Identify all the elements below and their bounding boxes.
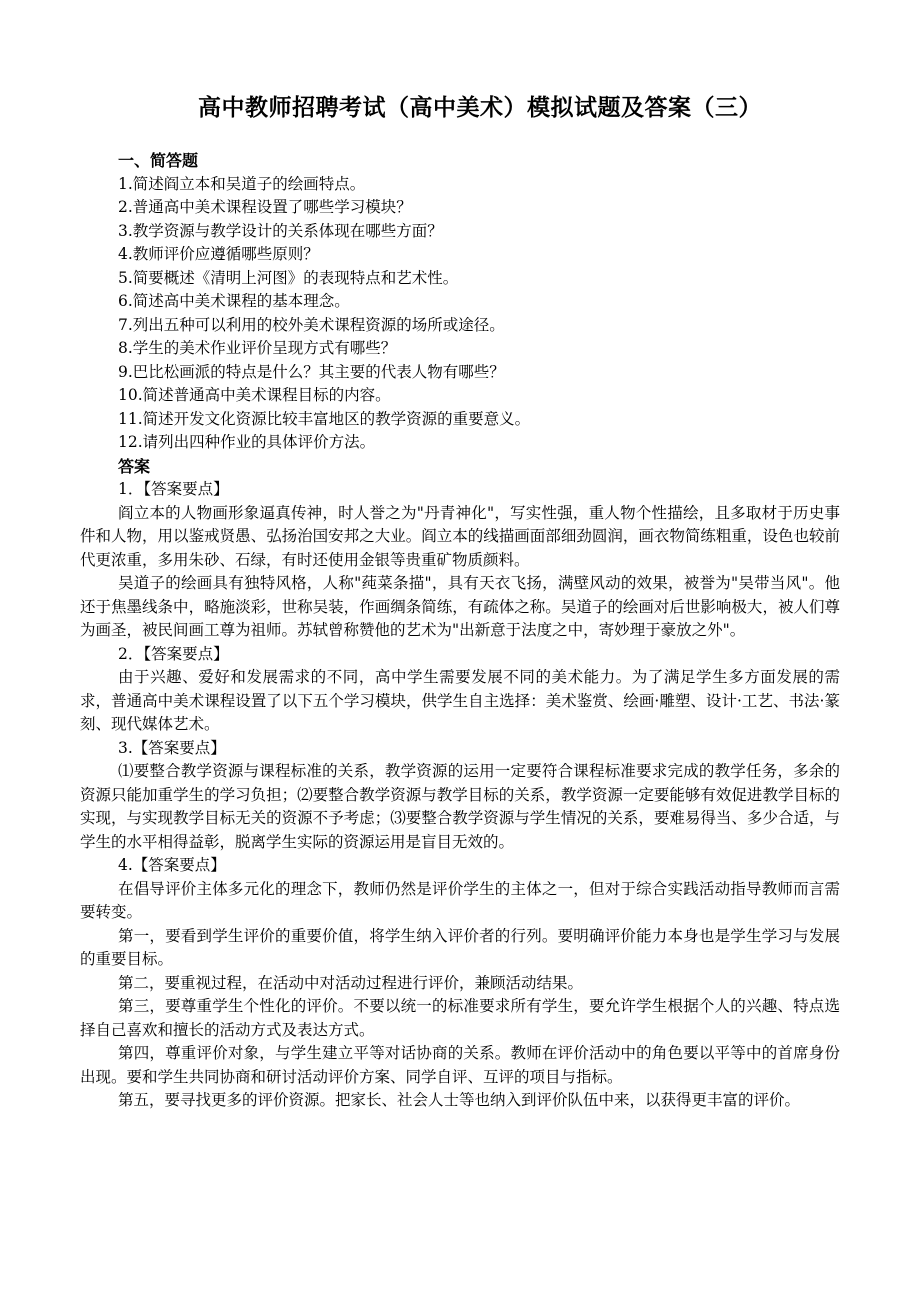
- question-item: 3.教学资源与教学设计的关系体现在哪些方面？: [118, 221, 443, 240]
- answer-2: [80, 643, 840, 737]
- question-item: 4.教师评价应遵循哪些原则？: [118, 245, 319, 263]
- answer-4: [80, 854, 840, 1113]
- answer-paragraph: 第三，要尊重学生个性化的评价。不要以统一的标准要求所有学生，要允许学生根据个人的兴趣、特点选择自己喜欢和擅长的活动方式及表达方式。: [80, 997, 840, 1039]
- question-item: 1.简述阎立本和吴道子的绘画特点。: [118, 174, 366, 193]
- document-title: 高中教师招聘考试（高中美术）模拟试题及答案（三）: [198, 94, 762, 121]
- answer-paragraph: 第二，要重视过程，在活动中对活动过程进行评价，兼顾活动结果。: [118, 973, 584, 992]
- answer-point-label: 2．【答案要点】: [118, 644, 229, 663]
- question-item: 5.简要概述《清明上河图》的表现特点和艺术性。: [118, 268, 459, 287]
- question-item: 11.简述开发文化资源比较丰富地区的教学资源的重要意义。: [118, 409, 531, 428]
- answer-paragraph: 第四，尊重评价对象，与学生建立平等对话协商的关系。教师在评价活动中的角色要以平等中的首席身份出现。要和学生共同协商和研讨活动评价方案、同学自评、互评的项目与指标。: [80, 1044, 840, 1086]
- answer-paragraph: ⑴要整合教学资源与课程标准的关系，教学资源的运用一定要符合课程标准要求完成的教学任务，多余的资源只能加重学生的学习负担；⑵要整合教学资源与教学目标的关系，教学资源一定要能够有效促进教学目标的实现，与实现教学目标无关的资源不予考虑；⑶要整合教学资源与学生情况的关系，要难易得当、多少合适，与学生的水平相得益彰，脱离学生实际的资源运用是盲目无效的。: [80, 762, 840, 851]
- question-item: 12.请列出四种作业的具体评价方法。: [118, 433, 376, 451]
- answers-heading: 答案: [118, 456, 151, 476]
- answer-point-label: 1．【答案要点】: [118, 480, 229, 498]
- answer-3: [80, 737, 840, 855]
- answer-paragraph: 在倡导评价主体多元化的理念下，教师仍然是评价学生的主体之一，但对于综合实践活动指导教师而言需要转变。: [80, 879, 840, 921]
- answer-1: [80, 478, 840, 643]
- question-item: 9.巴比松画派的特点是什么？其主要的代表人物有哪些？: [118, 362, 505, 381]
- question-item: 6.简述高中美术课程的基本理念。: [118, 292, 350, 310]
- question-list: [80, 173, 840, 455]
- question-item: 2.普通高中美术课程设置了哪些学习模块？: [118, 198, 412, 216]
- answer-paragraph: 第五，要寻找更多的评价资源。把家长、社会人士等也纳入到评价队伍中来，以获得更丰富的评价。: [118, 1091, 801, 1109]
- section-heading-short-answer: 一、简答题: [118, 151, 199, 170]
- answer-paragraph: 阎立本的人物画形象逼真传神，时人誉之为"丹青神化"，写实性强，重人物个性描绘，且多取材于历史事件和人物，用以鉴戒贤愚、弘扬治国安邦之大业。阎立本的线描画面部细劲圆润，画衣物简练粗重，设色也较前代更浓重，多用朱砂、石绿，有时还使用金银等贵重矿物质颜料。: [80, 503, 840, 569]
- answer-point-label: 4.【答案要点】: [118, 856, 226, 874]
- answer-point-label: 3.【答案要点】: [118, 738, 226, 757]
- question-item: 10.简述普通高中美术课程目标的内容。: [118, 386, 391, 404]
- question-item: 7.列出五种可以利用的校外美术课程资源的场所或途径。: [118, 315, 505, 334]
- answer-paragraph: 由于兴趣、爱好和发展需求的不同，高中学生需要发展不同的美术能力。为了满足学生多方面发展的需求，普通高中美术课程设置了以下五个学习模块，供学生自主选择：美术鉴赏、绘画·雕塑、设计·工艺、书法·篆刻、现代媒体艺术。: [80, 668, 840, 733]
- answer-paragraph: 第一，要看到学生评价的重要价值，将学生纳入评价者的行列。要明确评价能力本身也是学生学习与发展的重要目标。: [80, 926, 840, 968]
- question-item: 8.学生的美术作业评价呈现方式有哪些？: [118, 339, 397, 357]
- answer-paragraph: 吴道子的绘画具有独特风格，人称"莼菜条描"，具有天衣飞扬，满壁风动的效果，被誉为"吴带当风"。他还于焦墨线条中，略施淡彩，世称吴装，作画绸条简练，有疏体之称。吴道子的绘画对后世影响极大，被人们尊为画圣，被民间画工尊为祖师。苏轼曾称赞他的艺术为"出新意于法度之中，寄妙理于豪放之外"。: [80, 574, 840, 639]
